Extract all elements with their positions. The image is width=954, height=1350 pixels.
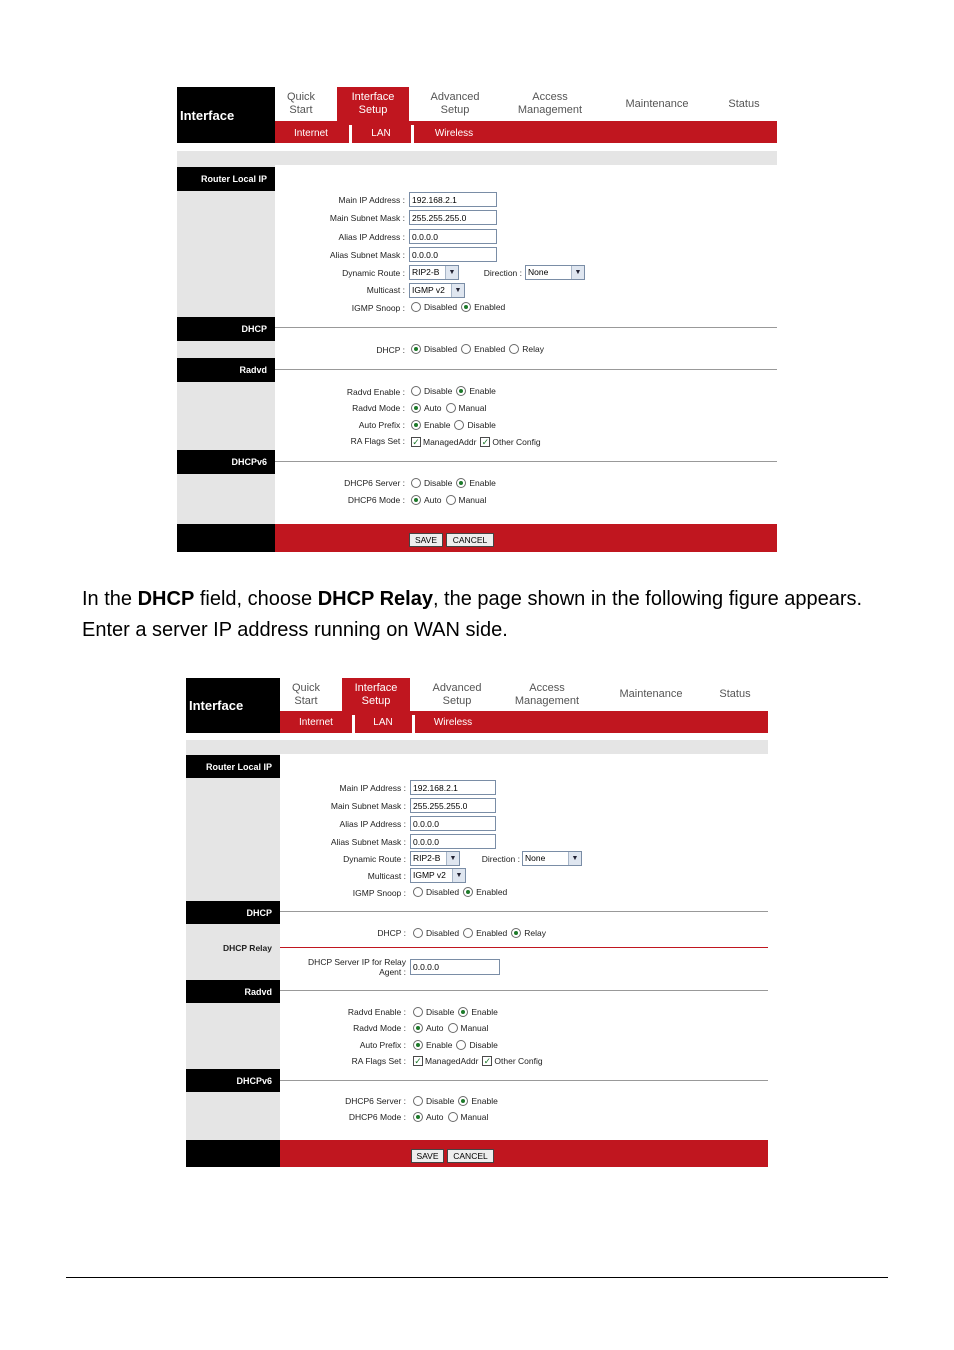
radio-enabled[interactable] bbox=[461, 302, 471, 312]
dhcp-options: Disabled Enabled Relay bbox=[411, 344, 544, 354]
label-ra-flags: RA Flags Set : bbox=[350, 436, 405, 446]
section-radvd: Radvd bbox=[177, 358, 275, 382]
dhcp6-server-options: Disable Enable bbox=[411, 478, 496, 488]
chevron-down-icon: ▼ bbox=[568, 852, 581, 865]
igmp-snoop-options: Disabled Enabled bbox=[411, 302, 505, 312]
chevron-down-icon: ▼ bbox=[445, 266, 458, 279]
label-direction: Direction : bbox=[483, 268, 522, 278]
tab-access-management[interactable]: Access Management bbox=[514, 681, 580, 707]
radio-enabled[interactable] bbox=[463, 928, 473, 938]
label-dhcp: DHCP : bbox=[377, 928, 406, 938]
save-button[interactable]: SAVE bbox=[411, 1149, 444, 1163]
label-alias-mask: Alias Subnet Mask : bbox=[329, 250, 405, 260]
label-main-mask: Main Subnet Mask : bbox=[330, 801, 406, 811]
alias-mask-input[interactable] bbox=[409, 247, 497, 262]
brand-label: Interface bbox=[177, 87, 275, 143]
radio-disabled[interactable] bbox=[413, 887, 423, 897]
dhcp-options: Disabled Enabled Relay bbox=[413, 928, 546, 938]
alias-mask-input[interactable] bbox=[410, 834, 496, 849]
tab-quick-start[interactable]: Quick Start bbox=[291, 681, 321, 707]
relay-server-ip-input[interactable] bbox=[410, 959, 500, 975]
radio-disabled[interactable] bbox=[411, 344, 421, 354]
top-strip bbox=[186, 740, 768, 754]
label-radvd-enable: Radvd Enable : bbox=[346, 387, 405, 397]
tab-status[interactable]: Status bbox=[728, 97, 760, 110]
brand-label: Interface bbox=[186, 678, 280, 733]
radvd-enable-options: Disable Enable bbox=[411, 386, 496, 396]
label-multicast: Multicast : bbox=[366, 285, 405, 295]
section-radvd: Radvd bbox=[186, 980, 280, 1003]
radio-manual[interactable] bbox=[446, 403, 456, 413]
screenshot-figure-2 bbox=[186, 678, 768, 1167]
top-strip bbox=[177, 151, 777, 165]
radio-enable[interactable] bbox=[456, 478, 466, 488]
multicast-select[interactable]: IGMP v2 ▼ bbox=[409, 283, 465, 298]
main-ip-input[interactable] bbox=[409, 192, 497, 207]
radio-auto[interactable] bbox=[411, 495, 421, 505]
radio-enable[interactable] bbox=[458, 1096, 468, 1106]
igmp-snoop-options: Disabled Enabled bbox=[413, 887, 507, 897]
section-dhcpv6: DHCPv6 bbox=[177, 450, 275, 474]
label-dhcp6-mode: DHCP6 Mode : bbox=[347, 495, 405, 505]
radio-manual[interactable] bbox=[448, 1112, 458, 1122]
subtab-lan[interactable]: LAN bbox=[371, 128, 391, 139]
section-dhcp-relay: DHCP Relay bbox=[223, 943, 272, 953]
tab-interface-setup[interactable]: Interface Setup bbox=[337, 87, 409, 121]
label-alias-ip: Alias IP Address : bbox=[338, 232, 405, 242]
tab-advanced-setup[interactable]: Advanced Setup bbox=[430, 91, 480, 116]
radio-enable[interactable] bbox=[458, 1007, 468, 1017]
label-dhcp6-server: DHCP6 Server : bbox=[345, 1096, 406, 1106]
label-dynamic-route: Dynamic Route : bbox=[343, 854, 406, 864]
label-radvd-mode: Radvd Mode : bbox=[352, 403, 405, 413]
radio-manual[interactable] bbox=[446, 495, 456, 505]
radio-manual[interactable] bbox=[448, 1023, 458, 1033]
page-footer-rule bbox=[66, 1277, 888, 1278]
main-mask-input[interactable] bbox=[409, 210, 497, 225]
radio-disabled[interactable] bbox=[411, 302, 421, 312]
auto-prefix-options: Enable Disable bbox=[413, 1040, 498, 1050]
label-main-ip: Main IP Address : bbox=[338, 195, 405, 205]
label-igmp-snoop: IGMP Snoop : bbox=[351, 303, 405, 313]
label-dynamic-route: Dynamic Route : bbox=[342, 268, 405, 278]
label-auto-prefix: Auto Prefix : bbox=[359, 1040, 406, 1050]
cancel-button[interactable]: CANCEL bbox=[446, 533, 494, 547]
radvd-mode-options: Auto Manual bbox=[413, 1023, 488, 1033]
radio-relay[interactable] bbox=[509, 344, 519, 354]
footer-bar-left bbox=[186, 1140, 280, 1167]
label-direction: Direction : bbox=[481, 854, 520, 864]
subtab-internet[interactable]: Internet bbox=[294, 128, 328, 139]
direction-select[interactable]: None ▼ bbox=[525, 265, 585, 280]
label-alias-mask: Alias Subnet Mask : bbox=[330, 837, 406, 847]
dynamic-route-select[interactable]: RIP2-B ▼ bbox=[409, 265, 459, 280]
chevron-down-icon: ▼ bbox=[571, 266, 584, 279]
cancel-button[interactable]: CANCEL bbox=[447, 1149, 494, 1163]
label-dhcp: DHCP : bbox=[376, 345, 405, 355]
radio-disabled[interactable] bbox=[413, 928, 423, 938]
radio-enabled[interactable] bbox=[461, 344, 471, 354]
checkbox-other-config[interactable]: ✓ bbox=[481, 437, 490, 447]
tab-access-management[interactable]: Access Management bbox=[517, 91, 583, 116]
section-dhcpv6: DHCPv6 bbox=[186, 1069, 280, 1092]
label-ra-flags: RA Flags Set : bbox=[351, 1056, 406, 1066]
radvd-mode-options: Auto Manual bbox=[411, 403, 486, 413]
ra-flags-options: ✓ ManagedAddr ✓ Other Config bbox=[414, 1056, 543, 1066]
alias-ip-input[interactable] bbox=[409, 229, 497, 244]
screenshot-figure-1 bbox=[177, 87, 777, 552]
subtab-internet[interactable]: Internet bbox=[299, 717, 333, 728]
radio-disable[interactable] bbox=[413, 1007, 423, 1017]
section-router-local-ip: Router Local IP bbox=[177, 167, 275, 191]
footer-bar-left bbox=[177, 524, 275, 552]
label-main-ip: Main IP Address : bbox=[339, 783, 406, 793]
chevron-down-icon: ▼ bbox=[446, 852, 459, 865]
chevron-down-icon: ▼ bbox=[451, 284, 464, 297]
tab-maintenance[interactable]: Maintenance bbox=[619, 688, 683, 700]
dhcp6-mode-options: Auto Manual bbox=[411, 495, 486, 505]
radio-auto[interactable] bbox=[411, 403, 421, 413]
multicast-select[interactable]: IGMP v2 ▼ bbox=[410, 868, 466, 883]
checkbox-managed-addr[interactable]: ✓ bbox=[414, 1056, 422, 1066]
main-ip-input[interactable] bbox=[410, 780, 496, 795]
label-dhcp6-mode: DHCP6 Mode : bbox=[348, 1112, 406, 1122]
checkbox-managed-addr[interactable]: ✓ bbox=[412, 437, 420, 447]
label-main-mask: Main Subnet Mask : bbox=[329, 213, 405, 223]
label-auto-prefix: Auto Prefix : bbox=[358, 420, 405, 430]
chevron-down-icon: ▼ bbox=[452, 869, 465, 882]
radio-enable[interactable] bbox=[411, 420, 421, 430]
radio-auto[interactable] bbox=[413, 1023, 423, 1033]
tab-advanced-setup[interactable]: Advanced Setup bbox=[432, 681, 482, 707]
radio-enable[interactable] bbox=[456, 386, 466, 396]
radio-disable[interactable] bbox=[411, 478, 421, 488]
radio-disable[interactable] bbox=[456, 1040, 466, 1050]
dhcp6-mode-options: Auto Manual bbox=[413, 1112, 488, 1122]
tab-maintenance[interactable]: Maintenance bbox=[625, 97, 689, 110]
main-mask-input[interactable] bbox=[410, 798, 496, 813]
dhcp6-server-options: Disable Enable bbox=[413, 1096, 498, 1106]
label-radvd-mode: Radvd Mode : bbox=[353, 1023, 406, 1033]
section-dhcp: DHCP bbox=[186, 901, 280, 924]
checkbox-other-config[interactable]: ✓ bbox=[483, 1056, 492, 1066]
label-relay-server: DHCP Server IP for Relay Agent : bbox=[308, 957, 406, 977]
radio-relay[interactable] bbox=[511, 928, 521, 938]
tab-status[interactable]: Status bbox=[719, 688, 751, 700]
label-igmp-snoop: IGMP Snoop : bbox=[352, 888, 406, 898]
instruction-paragraph: In the DHCP field, choose DHCP Relay, the page shown in the following figure appears. Enter a server IP address running on WAN side. bbox=[82, 588, 863, 641]
label-multicast: Multicast : bbox=[367, 871, 406, 881]
alias-ip-input[interactable] bbox=[410, 816, 496, 831]
dynamic-route-select[interactable]: RIP2-B ▼ bbox=[410, 851, 460, 866]
subtab-lan[interactable]: LAN bbox=[373, 717, 393, 728]
radio-enable[interactable] bbox=[413, 1040, 423, 1050]
section-dhcp: DHCP bbox=[177, 317, 275, 341]
tab-interface-setup[interactable]: Interface Setup bbox=[342, 678, 410, 711]
footer-bar bbox=[280, 1140, 768, 1167]
radio-disable[interactable] bbox=[411, 386, 421, 396]
ra-flags-options: ✓ ManagedAddr ✓ Other Config bbox=[412, 437, 541, 447]
auto-prefix-options: Enable Disable bbox=[411, 420, 496, 430]
section-router-local-ip: Router Local IP bbox=[186, 755, 280, 778]
radio-disable[interactable] bbox=[454, 420, 464, 430]
label-dhcp6-server: DHCP6 Server : bbox=[344, 478, 405, 488]
label-radvd-enable: Radvd Enable : bbox=[347, 1007, 406, 1017]
radio-auto[interactable] bbox=[413, 1112, 423, 1122]
radio-disable[interactable] bbox=[413, 1096, 423, 1106]
radvd-enable-options: Disable Enable bbox=[413, 1007, 498, 1017]
radio-enabled[interactable] bbox=[463, 887, 473, 897]
direction-select[interactable]: None ▼ bbox=[522, 851, 582, 866]
tab-quick-start[interactable]: Quick Start bbox=[286, 91, 316, 116]
subtab-wireless[interactable]: Wireless bbox=[434, 128, 474, 139]
footer-bar bbox=[275, 524, 777, 552]
subtab-wireless[interactable]: Wireless bbox=[433, 717, 473, 728]
save-button[interactable]: SAVE bbox=[409, 533, 443, 547]
label-alias-ip: Alias IP Address : bbox=[339, 819, 406, 829]
